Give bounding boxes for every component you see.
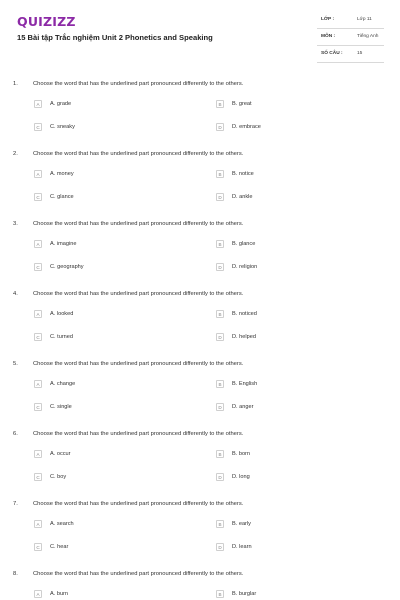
- meta-label: SỐ CÂU :: [321, 51, 343, 56]
- question-item: [0, 571, 400, 600]
- option-letter-box[interactable]: B: [216, 380, 224, 388]
- question-number: 4.: [13, 291, 18, 297]
- option-letter-box[interactable]: C: [34, 543, 42, 551]
- option-text: A. burn: [50, 591, 69, 597]
- question-number: 7.: [13, 501, 18, 507]
- meta-label: LỚP :: [321, 17, 335, 22]
- option-text: B. glance: [232, 241, 256, 247]
- question-number: 1.: [13, 81, 18, 87]
- question-number: 8.: [13, 571, 18, 577]
- option-text: C. glance: [50, 194, 74, 200]
- question-text: Choose the word that has the underlined part pronounced differently to the others.: [33, 361, 244, 367]
- meta-label: MÔN :: [321, 34, 336, 39]
- question-text: Choose the word that has the underlined part pronounced differently to the others.: [33, 571, 244, 577]
- option-letter-box[interactable]: B: [216, 450, 224, 458]
- option-text: C. single: [50, 404, 72, 410]
- option-letter-box[interactable]: B: [216, 240, 224, 248]
- question-text: Choose the word that has the underlined part pronounced differently to the others.: [33, 501, 244, 507]
- option-text: C. turned: [50, 334, 74, 340]
- option-text: D. long: [232, 474, 250, 480]
- option-text: C. hear: [50, 544, 69, 550]
- option-text: A. money: [50, 171, 74, 177]
- worksheet-header: [0, 0, 400, 62]
- meta-value: Tiếng Anh: [357, 34, 379, 39]
- option-text: B. burglar: [232, 591, 257, 597]
- question-text: Choose the word that has the underlined part pronounced differently to the others.: [33, 151, 244, 157]
- option-text: B. born: [232, 451, 251, 457]
- option-letter-box[interactable]: D: [216, 543, 224, 551]
- question-number: 5.: [13, 361, 18, 367]
- option-text: C. boy: [50, 474, 67, 480]
- option-text: B. early: [232, 521, 251, 527]
- option-text: A. imagine: [50, 241, 77, 247]
- option-letter-box[interactable]: B: [216, 590, 224, 598]
- option-text: A. search: [50, 521, 74, 527]
- option-letter-box[interactable]: D: [216, 333, 224, 341]
- question-item: [0, 151, 400, 221]
- option-letter-box[interactable]: D: [216, 263, 224, 271]
- option-letter-box[interactable]: B: [216, 310, 224, 318]
- question-text: Choose the word that has the underlined part pronounced differently to the others.: [33, 291, 244, 297]
- question-text: Choose the word that has the underlined part pronounced differently to the others.: [33, 81, 244, 87]
- option-text: A. occur: [50, 451, 71, 457]
- option-letter-box[interactable]: A: [34, 100, 42, 108]
- option-letter-box[interactable]: A: [34, 590, 42, 598]
- option-letter-box[interactable]: D: [216, 403, 224, 411]
- option-text: D. helped: [232, 334, 256, 340]
- option-letter-box[interactable]: A: [34, 380, 42, 388]
- option-text: D. learn: [232, 544, 252, 550]
- option-text: B. notice: [232, 171, 254, 177]
- option-letter-box[interactable]: B: [216, 520, 224, 528]
- option-text: A. grade: [50, 101, 72, 107]
- option-text: A. looked: [50, 311, 74, 317]
- option-text: A. change: [50, 381, 76, 387]
- meta-value: Lớp 11: [357, 17, 372, 22]
- question-number: 3.: [13, 221, 18, 227]
- meta-value: 15: [357, 51, 363, 56]
- question-number: 6.: [13, 431, 18, 437]
- worksheet-title: 15 Bài tập Trắc nghiệm Unit 2 Phonetics and Speaking: [17, 33, 213, 42]
- option-letter-box[interactable]: A: [34, 520, 42, 528]
- option-letter-box[interactable]: D: [216, 123, 224, 131]
- option-letter-box[interactable]: D: [216, 473, 224, 481]
- option-text: C. sneaky: [50, 124, 75, 130]
- question-item: [0, 501, 400, 571]
- option-letter-box[interactable]: A: [34, 450, 42, 458]
- meta-row-subject: [317, 29, 384, 46]
- question-text: Choose the word that has the underlined part pronounced differently to the others.: [33, 221, 244, 227]
- option-letter-box[interactable]: A: [34, 170, 42, 178]
- question-item: [0, 81, 400, 151]
- option-letter-box[interactable]: A: [34, 310, 42, 318]
- option-letter-box[interactable]: C: [34, 123, 42, 131]
- option-letter-box[interactable]: C: [34, 333, 42, 341]
- option-letter-box[interactable]: B: [216, 100, 224, 108]
- worksheet-meta: [317, 12, 384, 63]
- meta-row-class: [317, 12, 384, 29]
- option-letter-box[interactable]: C: [34, 473, 42, 481]
- option-text: B. great: [232, 101, 252, 107]
- question-item: [0, 361, 400, 431]
- option-letter-box[interactable]: C: [34, 193, 42, 201]
- option-letter-box[interactable]: C: [34, 403, 42, 411]
- question-item: [0, 431, 400, 501]
- question-number: 2.: [13, 151, 18, 157]
- quizizz-logo: QUIZIZZ: [17, 14, 76, 29]
- option-letter-box[interactable]: D: [216, 193, 224, 201]
- meta-row-question-count: [317, 46, 384, 63]
- option-text: D. religion: [232, 264, 258, 270]
- option-text: D. anger: [232, 404, 254, 410]
- question-text: Choose the word that has the underlined part pronounced differently to the others.: [33, 431, 244, 437]
- option-text: B. English: [232, 381, 258, 387]
- option-letter-box[interactable]: B: [216, 170, 224, 178]
- question-item: [0, 291, 400, 361]
- question-item: [0, 221, 400, 291]
- option-text: D. embrace: [232, 124, 261, 130]
- option-text: D. ankle: [232, 194, 253, 200]
- option-text: B. noticed: [232, 311, 257, 317]
- option-letter-box[interactable]: C: [34, 263, 42, 271]
- option-text: C. geography: [50, 264, 84, 270]
- option-letter-box[interactable]: A: [34, 240, 42, 248]
